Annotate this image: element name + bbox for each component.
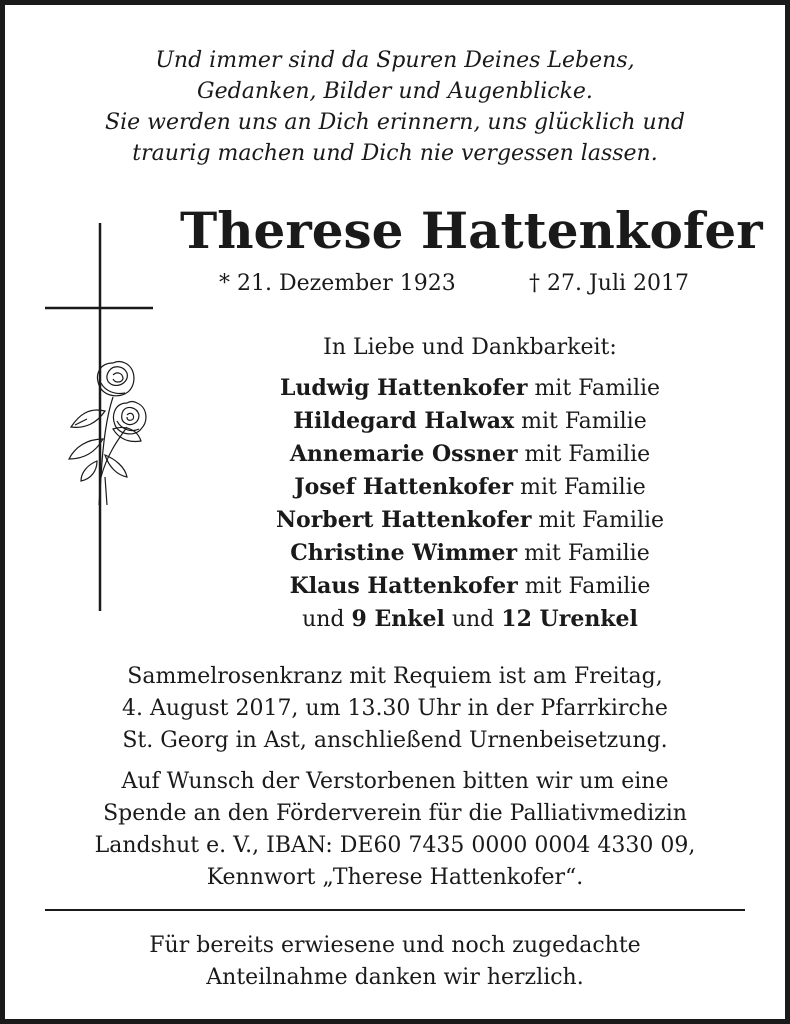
mourner-name: Christine Wimmer bbox=[290, 540, 518, 566]
mourner-name: Josef Hattenkofer bbox=[294, 474, 514, 500]
mourner-row bbox=[180, 372, 760, 405]
grandchildren-middle: und bbox=[444, 607, 502, 632]
mourner-suffix: mit Familie bbox=[517, 442, 651, 467]
mourner-name: Hildegard Halwax bbox=[293, 408, 515, 434]
poem-verse bbox=[5, 45, 785, 169]
divider bbox=[45, 909, 745, 911]
mourner-row bbox=[180, 438, 760, 471]
donation-line: Landshut e. V., IBAN: DE60 7435 0000 0004 4330 09, bbox=[94, 833, 696, 858]
mourner-suffix: mit Familie bbox=[517, 541, 650, 566]
poem-line: Gedanken, Bilder und Augenblicke. bbox=[197, 79, 593, 104]
thanks-line: Anteilnahme danken wir herzlich. bbox=[206, 965, 584, 990]
mourners-intro: In Liebe und Dankbarkeit: bbox=[323, 335, 617, 360]
death-date: † 27. Juli 2017 bbox=[529, 271, 690, 296]
thanks-line: Für bereits erwiesene und noch zugedachte bbox=[149, 933, 641, 958]
mourner-row bbox=[180, 405, 760, 438]
donation-request bbox=[5, 766, 785, 894]
service-line: 4. August 2017, um 13.30 Uhr in der Pfarrkirche bbox=[122, 696, 668, 721]
grandchildren-row bbox=[180, 603, 760, 636]
service-line: St. Georg in Ast, anschließend Urnenbeisetzung. bbox=[122, 728, 668, 753]
mourner-suffix: mit Familie bbox=[517, 574, 651, 599]
service-announcement bbox=[5, 661, 785, 757]
donation-line: Kennwort „Therese Hattenkofer“. bbox=[206, 865, 584, 890]
great-grandchildren-count: 12 Urenkel bbox=[501, 606, 638, 632]
mourner-suffix: mit Familie bbox=[513, 475, 646, 500]
poem-line: Sie werden uns an Dich erinnern, uns glücklich und bbox=[105, 110, 685, 135]
mourner-name: Annemarie Ossner bbox=[289, 441, 518, 467]
mourner-row bbox=[180, 570, 760, 603]
donation-line: Auf Wunsch der Verstorbenen bitten wir um eine bbox=[121, 769, 669, 794]
mourner-name: Klaus Hattenkofer bbox=[289, 573, 518, 599]
grandchildren-prefix: und bbox=[302, 607, 352, 632]
mourner-suffix: mit Familie bbox=[531, 508, 665, 533]
mourner-suffix: mit Familie bbox=[527, 376, 661, 401]
service-line: Sammelrosenkranz mit Requiem ist am Freitag, bbox=[127, 664, 663, 689]
mourner-suffix: mit Familie bbox=[514, 409, 647, 434]
poem-line: traurig machen und Dich nie vergessen lassen. bbox=[132, 141, 658, 166]
mourner-row bbox=[180, 471, 760, 504]
mourner-name: Norbert Hattenkofer bbox=[275, 507, 532, 533]
thanks-note bbox=[5, 930, 785, 994]
mourners-list bbox=[180, 372, 760, 636]
donation-line: Spende an den Förderverein für die Palliativmedizin bbox=[103, 801, 687, 826]
birth-date: * 21. Dezember 1923 bbox=[219, 271, 456, 296]
mourner-row bbox=[180, 504, 760, 537]
poem-line: Und immer sind da Spuren Deines Lebens, bbox=[155, 48, 635, 73]
mourner-name: Ludwig Hattenkofer bbox=[279, 375, 528, 401]
mourner-row bbox=[180, 537, 760, 570]
deceased-name: Therese Hattenkofer bbox=[180, 201, 763, 260]
cross-with-roses-icon bbox=[41, 215, 161, 615]
grandchildren-count: 9 Enkel bbox=[351, 606, 445, 632]
